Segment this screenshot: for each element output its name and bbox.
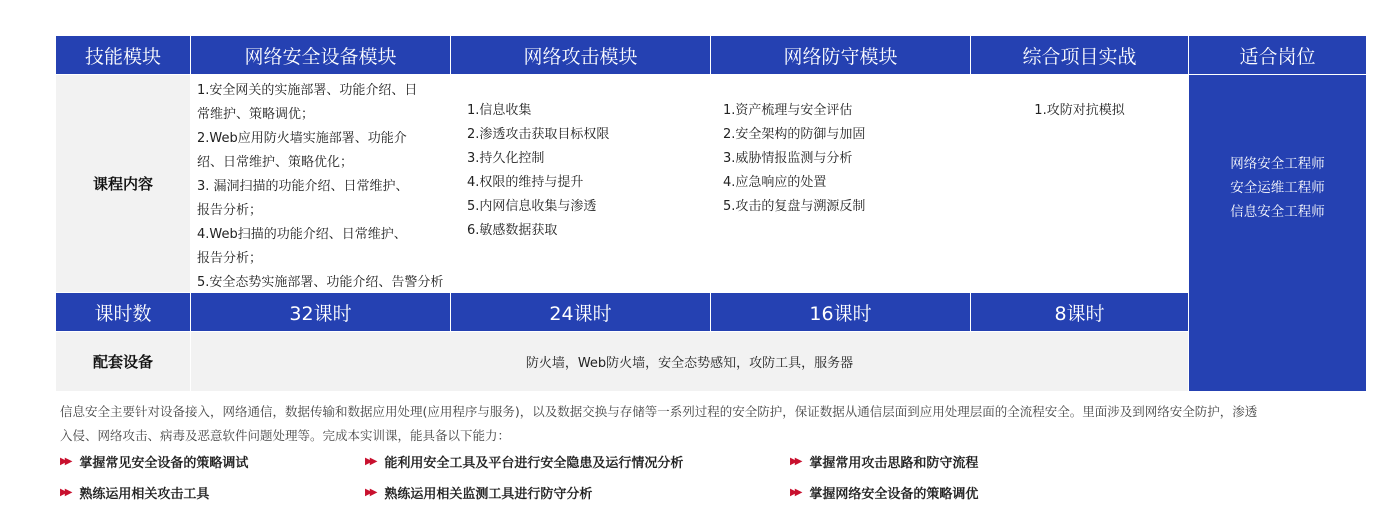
- device-line: 绍、日常维护、策略优化；: [197, 155, 354, 170]
- ability-item: [790, 483, 978, 502]
- device-line: 1.安全网关的实施部署、功能介绍、日: [197, 83, 418, 98]
- hours-device: 32课时: [191, 293, 450, 331]
- hours-project: 8课时: [971, 293, 1188, 331]
- attack-line: 2.渗透攻击获取目标权限: [467, 127, 610, 142]
- job-item: 安全运维工程师: [1230, 180, 1325, 196]
- ability-text: 能利用安全工具及平台进行安全隐患及运行情况分析: [384, 456, 684, 471]
- ability-item: [365, 452, 683, 471]
- equipment-value: 防火墙，Web防火墙，安全态势感知，攻防工具，服务器: [191, 332, 1188, 391]
- device-line: 常维护、策略调优；: [197, 107, 315, 122]
- attack-line: 1.信息收集: [467, 103, 532, 118]
- attack-content: [451, 75, 710, 292]
- content-label: 课程内容: [56, 75, 190, 292]
- header-attack-module: 网络攻击模块: [451, 36, 710, 74]
- attack-line: 5.内网信息收集与渗透: [467, 199, 597, 214]
- header-defense-module: 网络防守模块: [711, 36, 970, 74]
- attack-line: 6.敏感数据获取: [467, 223, 558, 238]
- ability-text: 掌握常用攻击思路和防守流程: [809, 456, 979, 471]
- defense-line: 4.应急响应的处置: [723, 175, 827, 190]
- double-right-arrow-icon: ▶▶: [60, 487, 70, 498]
- ability-item: [790, 452, 978, 471]
- course-table: [56, 36, 1366, 391]
- jobs-cell: [1189, 75, 1366, 391]
- defense-line: 5.攻击的复盘与溯源反制: [723, 199, 866, 214]
- defense-line: 1.资产梳理与安全评估: [723, 103, 853, 118]
- job-item: 网络安全工程师: [1230, 156, 1325, 172]
- header-device-module: 网络安全设备模块: [191, 36, 450, 74]
- ability-item: [365, 483, 592, 502]
- device-line: 5.安全态势实施部署、功能介绍、告警分析: [197, 275, 444, 290]
- hours-label: 课时数: [56, 293, 190, 331]
- hours-attack: 24课时: [451, 293, 710, 331]
- ability-text: 掌握网络安全设备的策略调优: [809, 487, 979, 502]
- project-content: [971, 75, 1188, 292]
- description-line: 入侵、网络攻击、病毒及恶意软件问题处理等。完成本实训课，能具备以下能力：: [60, 428, 511, 443]
- attack-line: 4.权限的维持与提升: [467, 175, 584, 190]
- ability-text: 熟练运用相关攻击工具: [79, 487, 210, 502]
- ability-text: 掌握常见安全设备的策略调试: [79, 456, 249, 471]
- header-project-module: 综合项目实战: [971, 36, 1188, 74]
- project-line: 1.攻防对抗模拟: [1034, 103, 1125, 118]
- ability-item: [60, 452, 248, 471]
- job-item: 信息安全工程师: [1230, 204, 1325, 220]
- defense-line: 3.威胁情报监测与分析: [723, 151, 853, 166]
- hours-defense: 16课时: [711, 293, 970, 331]
- ability-item: [60, 483, 209, 502]
- double-right-arrow-icon: ▶▶: [365, 487, 375, 498]
- double-right-arrow-icon: ▶▶: [60, 456, 70, 467]
- header-skill-module: 技能模块: [56, 36, 190, 74]
- device-line: 2.Web应用防火墙实施部署、功能介: [197, 131, 407, 146]
- double-right-arrow-icon: ▶▶: [790, 456, 800, 467]
- header-jobs: 适合岗位: [1189, 36, 1366, 74]
- defense-line: 2.安全架构的防御与加固: [723, 127, 866, 142]
- defense-content: [711, 75, 970, 292]
- device-line: 3. 漏洞扫描的功能介绍、日常维护、: [197, 179, 409, 194]
- device-content: [191, 75, 450, 292]
- device-line: 报告分析；: [197, 251, 263, 266]
- equipment-label: 配套设备: [56, 332, 190, 391]
- description: [60, 400, 1360, 448]
- attack-line: 3.持久化控制: [467, 151, 545, 166]
- description-line: 信息安全主要针对设备接入，网络通信，数据传输和数据应用处理(应用程序与服务)，以及数据交换与存储等一系列过程的安全防护，保证数据从通信层面到应用处理层面的全流程安全。里面涉及到网络安全防护，渗透: [60, 404, 1258, 419]
- device-line: 4.Web扫描的功能介绍、日常维护、: [197, 227, 407, 242]
- ability-text: 熟练运用相关监测工具进行防守分析: [384, 487, 593, 502]
- device-line: 报告分析；: [197, 203, 263, 218]
- double-right-arrow-icon: ▶▶: [790, 487, 800, 498]
- double-right-arrow-icon: ▶▶: [365, 456, 375, 467]
